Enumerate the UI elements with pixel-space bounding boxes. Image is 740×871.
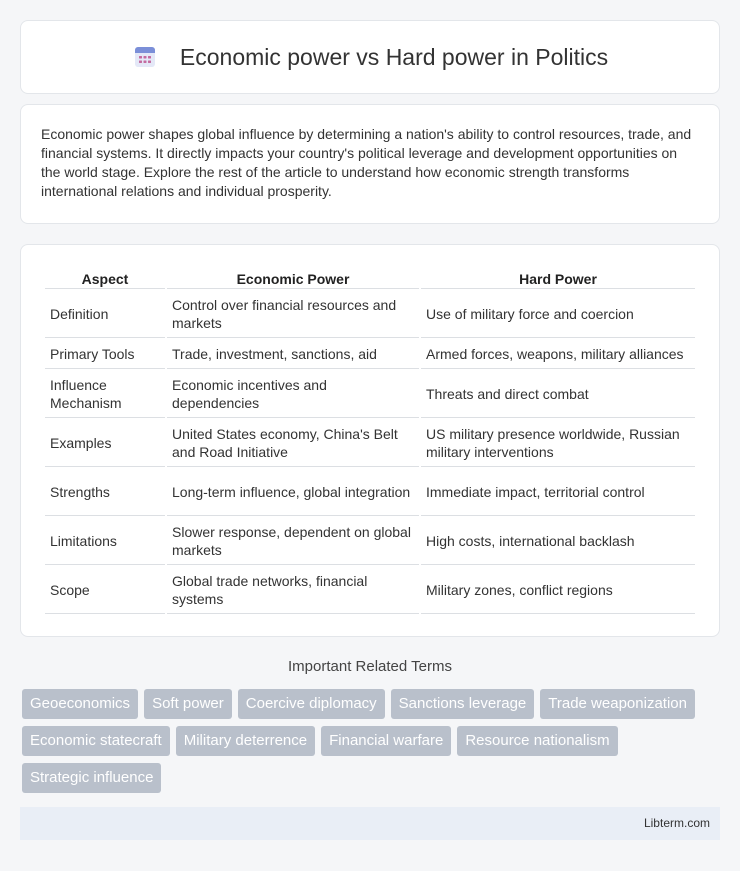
table-cell: Global trade networks, financial systems: [167, 567, 419, 614]
table-cell: Long-term influence, global integration: [167, 469, 419, 516]
related-term-tag[interactable]: Military deterrence: [176, 726, 315, 756]
table-cell: US military presence worldwide, Russian military interventions: [421, 420, 695, 467]
table-cell: Control over financial resources and markets: [167, 291, 419, 338]
table-row: [45, 518, 695, 565]
comparison-table: [43, 265, 697, 616]
table-cell: Limitations: [45, 518, 165, 565]
header-card: [20, 20, 720, 94]
related-term-tag[interactable]: Resource nationalism: [457, 726, 617, 756]
related-term-tag[interactable]: Economic statecraft: [22, 726, 170, 756]
related-term-tag[interactable]: Sanctions leverage: [391, 689, 535, 719]
intro-card: [20, 104, 720, 224]
table-cell: Influence Mechanism: [45, 371, 165, 418]
table-cell: Use of military force and coercion: [421, 291, 695, 338]
table-cell: Primary Tools: [45, 340, 165, 369]
related-term-tag[interactable]: Trade weaponization: [540, 689, 695, 719]
document-grid-icon: [132, 44, 158, 70]
related-terms-title: Important Related Terms: [288, 658, 452, 675]
table-row: [45, 420, 695, 467]
column-header-hard-power: Hard Power: [421, 267, 695, 289]
table-row: [45, 371, 695, 418]
table-row: [45, 340, 695, 369]
related-terms-list: [22, 689, 722, 800]
column-header-economic-power: Economic Power: [167, 267, 419, 289]
table-cell: Threats and direct combat: [421, 371, 695, 418]
table-cell: High costs, international backlash: [421, 518, 695, 565]
table-row: [45, 567, 695, 614]
table-cell: Strengths: [45, 469, 165, 516]
page-title: Economic power vs Hard power in Politics: [179, 43, 609, 70]
table-cell: Scope: [45, 567, 165, 614]
intro-paragraph: Economic power shapes global influence by determining a nation's ability to control resources, trade, and financial systems. It directly impacts your country's political leverage and development opportunities on the world stage. Explore the rest of the article to understand how economic strength transforms international relations and individual prosperity.: [41, 126, 692, 199]
related-term-tag[interactable]: Strategic influence: [22, 763, 161, 793]
table-cell: Immediate impact, territorial control: [421, 469, 695, 516]
related-term-tag[interactable]: Geoeconomics: [22, 689, 138, 719]
table-cell: Economic incentives and dependencies: [167, 371, 419, 418]
table-cell: United States economy, China's Belt and Road Initiative: [167, 420, 419, 467]
related-term-tag[interactable]: Coercive diplomacy: [238, 689, 385, 719]
table-row: [45, 469, 695, 516]
comparison-table-card: [20, 244, 720, 637]
table-cell: Armed forces, weapons, military alliances: [421, 340, 695, 369]
related-term-tag[interactable]: Soft power: [144, 689, 232, 719]
related-term-tag[interactable]: Financial warfare: [321, 726, 451, 756]
table-cell: Trade, investment, sanctions, aid: [167, 340, 419, 369]
table-cell: Definition: [45, 291, 165, 338]
table-cell: Military zones, conflict regions: [421, 567, 695, 614]
table-cell: Examples: [45, 420, 165, 467]
footer-site-link[interactable]: Libterm.com: [643, 816, 710, 830]
footer: [20, 807, 720, 840]
table-header-row: [45, 267, 695, 289]
table-row: [45, 291, 695, 338]
table-cell: Slower response, dependent on global markets: [167, 518, 419, 565]
column-header-aspect: Aspect: [45, 267, 165, 289]
